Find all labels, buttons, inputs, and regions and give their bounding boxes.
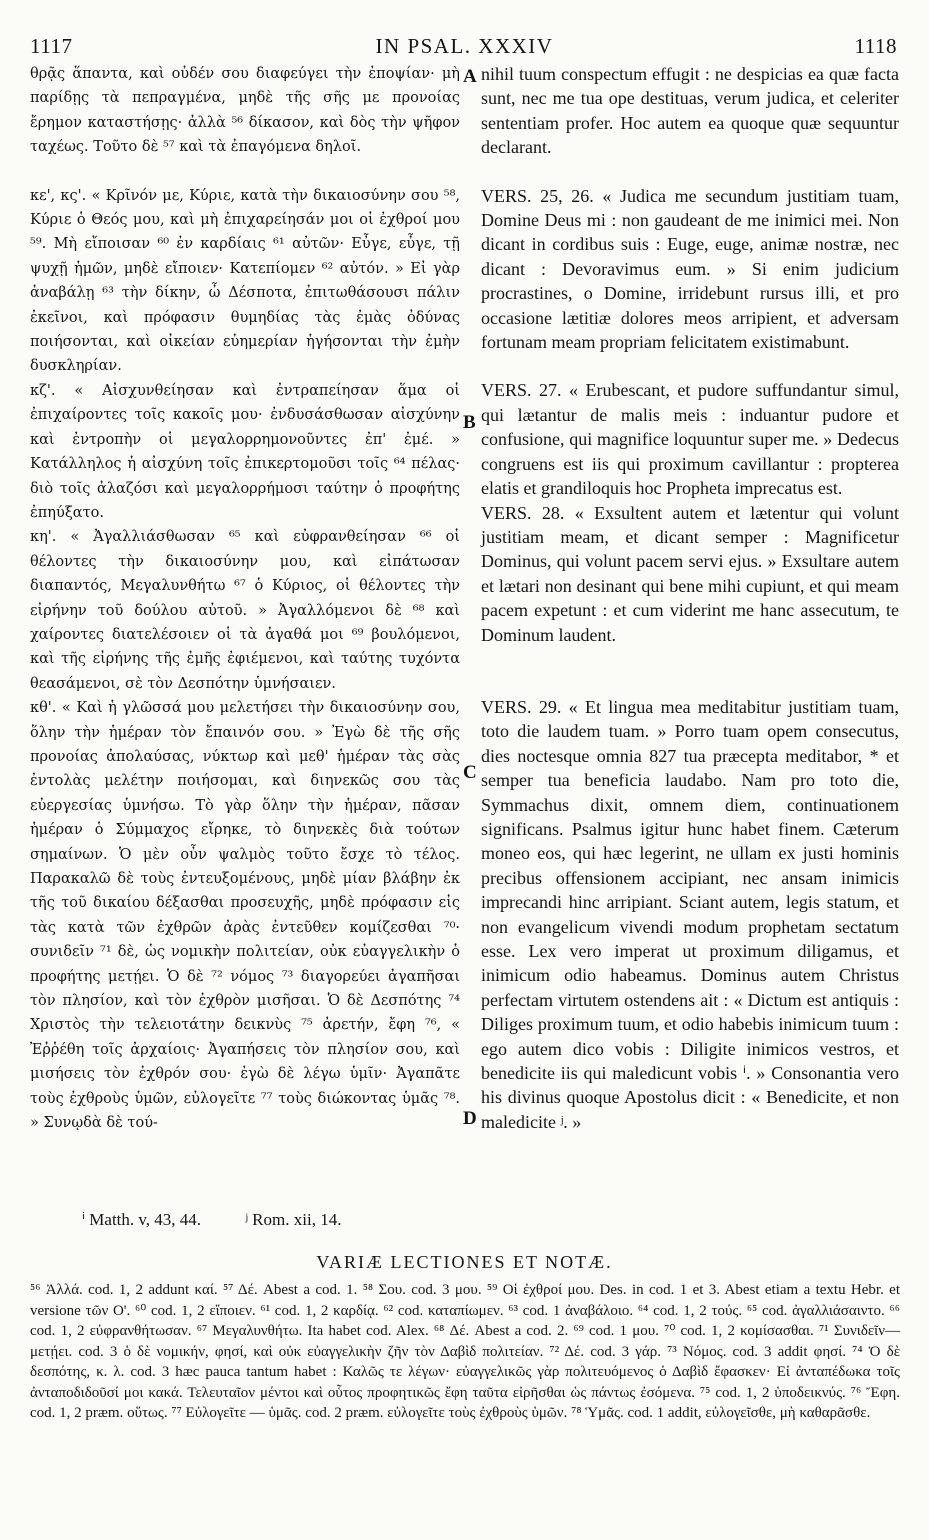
latin-paragraph: nihil tuum conspectum effugit : ne despicias ea quæ facta sunt, nec me tua ope destituas, verum judica, et celeriter sententiam profer. Hoc autem ea quoque quæ sequuntur declarant. xyxy=(481,64,899,158)
variae-heading: VARIÆ LECTIONES ET NOTÆ. xyxy=(316,1252,613,1272)
running-title: IN PSAL. XXXIV xyxy=(375,34,554,58)
greek-paragraph: κθ'. « Καὶ ἡ γλῶσσά μου μελετήσει τὴν δικαιοσύνην σου, ὅλην τὴν ἡμέραν τὸν ἔπαινόν σου. » Ἐγὼ δὲ τῆς σῆς προνοίας ἀπολαύσας, νύκτωρ καὶ μεθ' ἡμέραν τὰς σὰς ἐντολὰς μελέτην ποιήσομαι, καὶ διηνεκῶς σου τὰς εὐεργεσίας ὑμνήσω. Τὸ γὰρ ὅλην τὴν ἡμέραν, πᾶσαν ἡμέραν ὁ Σύμμαχος εἴρηκε, τὸ διηνεκὲς διὰ τούτων σημαίνων. Ὁ μὲν οὖν ψαλμὸς τοῦτο ἔσχε τὸ τέλος. Παρακαλῶ δὲ τοὺς ἐντευξομένους, μηδὲ μίαν βλάβην ἐκ τῆς τοῦ δικαίου δέξασθαι προσευχῆς, μηδὲ πρόφασιν εἰς τὰς κατὰ τῶν ἐχθρῶν ἀρὰς ἐντεῦθεν κομίζεσθαι ⁷⁰· συνιδεῖν ⁷¹ δὲ, ὡς νομικὴν πολιτείαν, οὐκ εὐαγγελικὴν ὁ προφήτης μετῄει. Ὁ δὲ ⁷² νόμος ⁷³ διαγορεύει ἀγαπῆσαι τὸν πλησίον, καὶ τὸν ἐχθρὸν μισῆσαι. Ὁ δὲ Δεσπότης ⁷⁴ Χριστὸς τὴν τελειοτάτην δεικνὺς ⁷⁵ ἀρετήν, ἔφη ⁷⁶, « Ἐῤῥέθη τοῖς ἀρχαίοις· Ἀγαπήσεις τὸν πλησίον σου, καὶ μισήσεις τὸν ἐχθρόν σου· ἐγὼ δὲ λέγω ὑμῖν· Ἀγαπᾶτε τοὺς ἐχθροὺς ὑμῶν, εὐλογεῖτε ⁷⁷ τοὺς διώκοντας ὑμᾶς ⁷⁸. » Συνῳδὰ δὲ τού- xyxy=(30,700,460,1132)
greek-paragraph: κζ'. « Αἰσχυνθείησαν καὶ ἐντραπείησαν ἅμα οἱ ἐπιχαίροντες τοῖς κακοῖς μου· ἐνδυσάσθωσαν αἰσχύνην καὶ ἐντροπὴν οἱ μεγαλορρημονοῦντες ἐπ' ἐμέ. » Κατάλληλος ἡ αἰσχύνη τοῖς ἐπικερτομοῦσι τοῖς ⁶⁴ πέλας· διὸ τοῖς ἀλαζόσι καὶ μεγαλορρήμοσι ταύτην ὁ προφήτης ἐπηύξατο. xyxy=(30,382,460,521)
greek-paragraph: θρᾷς ἅπαντα, καὶ οὐδέν σου διαφεύγει τὴν ἐποψίαν· μὴ παρίδῃς τὰ πεπραγμένα, μηδὲ τῆς σῆς με προνοίας ἔρημον καταστήσῃς· ἀλλὰ ⁵⁶ δίκασον, καὶ δὸς τὴν ψῆφον ταχέως. Τοῦτο δὲ ⁵⁷ καὶ τὰ ἐπαγόμενα δηλοῖ. xyxy=(30,66,460,156)
footnote: ⁱ Matth. v, 43, 44. xyxy=(82,1210,202,1229)
variae-notes: ⁵⁶ Ἀλλά. cod. 1, 2 addunt καί. ⁵⁷ Δέ. Abest a cod. 1. ⁵⁸ Σου. cod. 3 μου. ⁵⁹ Οἱ ἐχθροί μου. Des. in cod. 1 et 3. Abest etiam a textu Hebr. et versione τῶν Ο'. ⁶⁰ cod. 1, 2 εἴποιεν. ⁶¹ cod. 1, 2 καρδίᾳ. ⁶² cod. καταπίωμεν. ⁶³ cod. 1 ἀναβάλοιο. ⁶⁴ cod. 1, 2 τούς. ⁶⁵ cod. ἀγαλλιάσαιντο. ⁶⁶ cod. 1, 2 εὐφρανθήτωσαν. ⁶⁷ Μεγαλυνθήτω. Ita habet cod. Alex. ⁶⁸ Δέ. Abest a cod. 2. ⁶⁹ cod. 1 μου. ⁷⁰ cod. 1, 2 κομίσασθαι. ⁷¹ Συνιδεῖν—μετῄει. cod. 3 ὁ δὲ νομικήν, φησί, καὶ οὐκ εὐαγγελικὴν ζῆν τὸν Δαβὶδ πολιτείαν. ⁷² Δέ. cod. 3 γάρ. ⁷³ Νόμος. cod. 3 addit φησί. ⁷⁴ Ὁ δὲ δεσπότης, κ. λ. cod. 3 hæc pauca tantum habet : Καλῶς τε λέγων· εὐαγγελικῶς γὰρ πολιτευόμενος ὁ Δαβὶδ ἔφασκεν· Εἰ ἀνταπέδωκα τοῖς ἀνταποδιδοῦσί μοι κακά. Τελευταῖον μέντοι καὶ οὗτος προφητικῶς ἔφη ταῦτα εἰρῆσθαι ὡς πάντως ἐσόμενα. ⁷⁵ cod. 1, 2 ὑποδεικνύς. ⁷⁶ Ἔφη. cod. 1, 2 præm. οὕτως. ⁷⁷ Εὐλογεῖτε — ὑμᾶς. cod. 2 præm. εὐλογεῖτε τοὺς ἐχθροὺς ὑμῶν. ⁷⁸ Ὑμᾶς. cod. 1 addit, εὐλογεῖσθε, μὴ καθαρᾶσθε. xyxy=(30,1282,900,1421)
greek-paragraph: κε', κς'. « Κρῖνόν με, Κύριε, κατὰ τὴν δικαιοσύνην σου ⁵⁸, Κύριε ὁ Θεός μου, καὶ μὴ ἐπιχαρείησάν μοι οἱ ἐχθροί μου ⁵⁹. Μὴ εἴποισαν ⁶⁰ ἐν καρδίαις ⁶¹ αὐτῶν· Εὖγε, εὖγε, τῇ ψυχῇ ἡμῶν, μηδὲ εἴποιεν· Κατεπίομεν ⁶² αὐτόν. » Εἰ γὰρ ἀναβάλῃ ⁶³ τὴν δίκην, ὦ Δέσποτα, ἐπιτωθάσουσι πάλιν ἐκεῖνοι, καὶ πρόφασιν θυμηδίας τὰς ἐμὰς ὀδύνας ποιήσονται, καὶ οἰκείαν εὐημερίαν ἡγήσονται τὴν ἐμὴν δυσκληρίαν. xyxy=(30,187,460,375)
footnotes xyxy=(82,1210,381,1230)
latin-column xyxy=(481,62,899,1134)
greek-column xyxy=(30,62,460,1135)
greek-paragraph: κη'. « Ἀγαλλιάσθωσαν ⁶⁵ καὶ εὐφρανθείησαν ⁶⁶ οἱ θέλοντες τὴν δικαιοσύνην μου, καὶ εἰπάτωσαν διαπαντός, Μεγαλυνθήτω ⁶⁷ ὁ Κύριος, οἱ θέλοντες τὴν εἰρήνην τοῦ δούλου αὐτοῦ. » Ἀγαλλόμενοι δὲ ⁶⁸ καὶ χαίροντες διατελέσοιεν οἱ τὰ ἀγαθά μοι ⁶⁹ βουλόμενοι, καὶ τῆς εἰρήνης τῆς ἐμῆς ἐφιέμενοι, καὶ ταύτης τυχόντα θεασάμενοι, σὲ τὸν Δεσπότην ὑμνήσαιεν. xyxy=(30,529,460,692)
latin-paragraph: VERS. 29. « Et lingua mea meditabitur justitiam tuam, toto die laudem tuam. » Porro tuam opem consecutus, dies noctesque omnia 827 tua præcepta meditabor, * et semper tua beneficia laudabo. Nam pro toto die, Symmachus dixit, omnem diem, continuationem significans. Psalmus igitur hunc habet finem. Cæterum moneo eos, qui hæc legerint, ne ullam ex justi hominis precibus offensionem accipiant, nec ansam inimicis imprecandi hinc arripiant. Sciant autem, legis statum, et non evangelicum vivendi modum prophetam sectatum esse. Lex vero imperat ut proximum diligamus, et inimicum odio habeamus. Dominus autem Christus perfectam virtutem ostendens ait : « Dictum est antiquis : Diliges proximum tuum, et odio habebis inimicum tuum : ego autem dico vobis : Diligite inimicos vestros, et benedicite iis qui maledicunt vobis ⁱ. » Consonantia vero his divinus quoque Apostolus dicit : « Benedicite, et non maledicite ʲ. » xyxy=(481,696,899,1132)
latin-paragraph: VERS. 25, 26. « Judica me secundum justitiam tuam, Domine Deus mi : non gaudeant de me inimici mei. Non dicant in cordibus suis : Euge, euge, animæ nostræ, nec dicant : Devoravimus eum. » Si enim judicium procrastines, o Domine, irridebunt rursus illi, et pro occasione lætitiæ dolores meos arripient, et adversam fortunam meam propriam felicitatem existimabunt. xyxy=(481,185,899,353)
latin-paragraph: VERS. 28. « Exsultent autem et lætentur qui volunt justitiam meam, et dicant semper : Magnificetur Dominus, qui volunt pacem servi ejus. » Exsultare autem et lætari non desinant qui bene mihi cupiunt, et qui meam pacem expetunt : et cum viderint me hanc assecutum, te Dominum laudent. xyxy=(481,502,899,645)
margin-marker-a: A xyxy=(463,66,477,87)
margin-marker-c: C xyxy=(463,762,477,783)
page-number-left: 1117 xyxy=(30,34,73,58)
margin-marker-d: D xyxy=(463,1108,477,1129)
page-number-right: 1118 xyxy=(854,34,897,58)
footnote: ʲ Rom. xii, 14. xyxy=(245,1210,342,1229)
latin-paragraph: VERS. 27. « Erubescant, et pudore suffundantur simul, qui lætantur de malis meis : induantur pudore et confusione, qui magnifice loquuntur super me. » Dedecus congruens est iis qui proximum cavillantur : propterea elatis et grandiloquis hoc Propheta imprecatus est. xyxy=(481,380,899,499)
margin-marker-b: B xyxy=(463,412,476,433)
